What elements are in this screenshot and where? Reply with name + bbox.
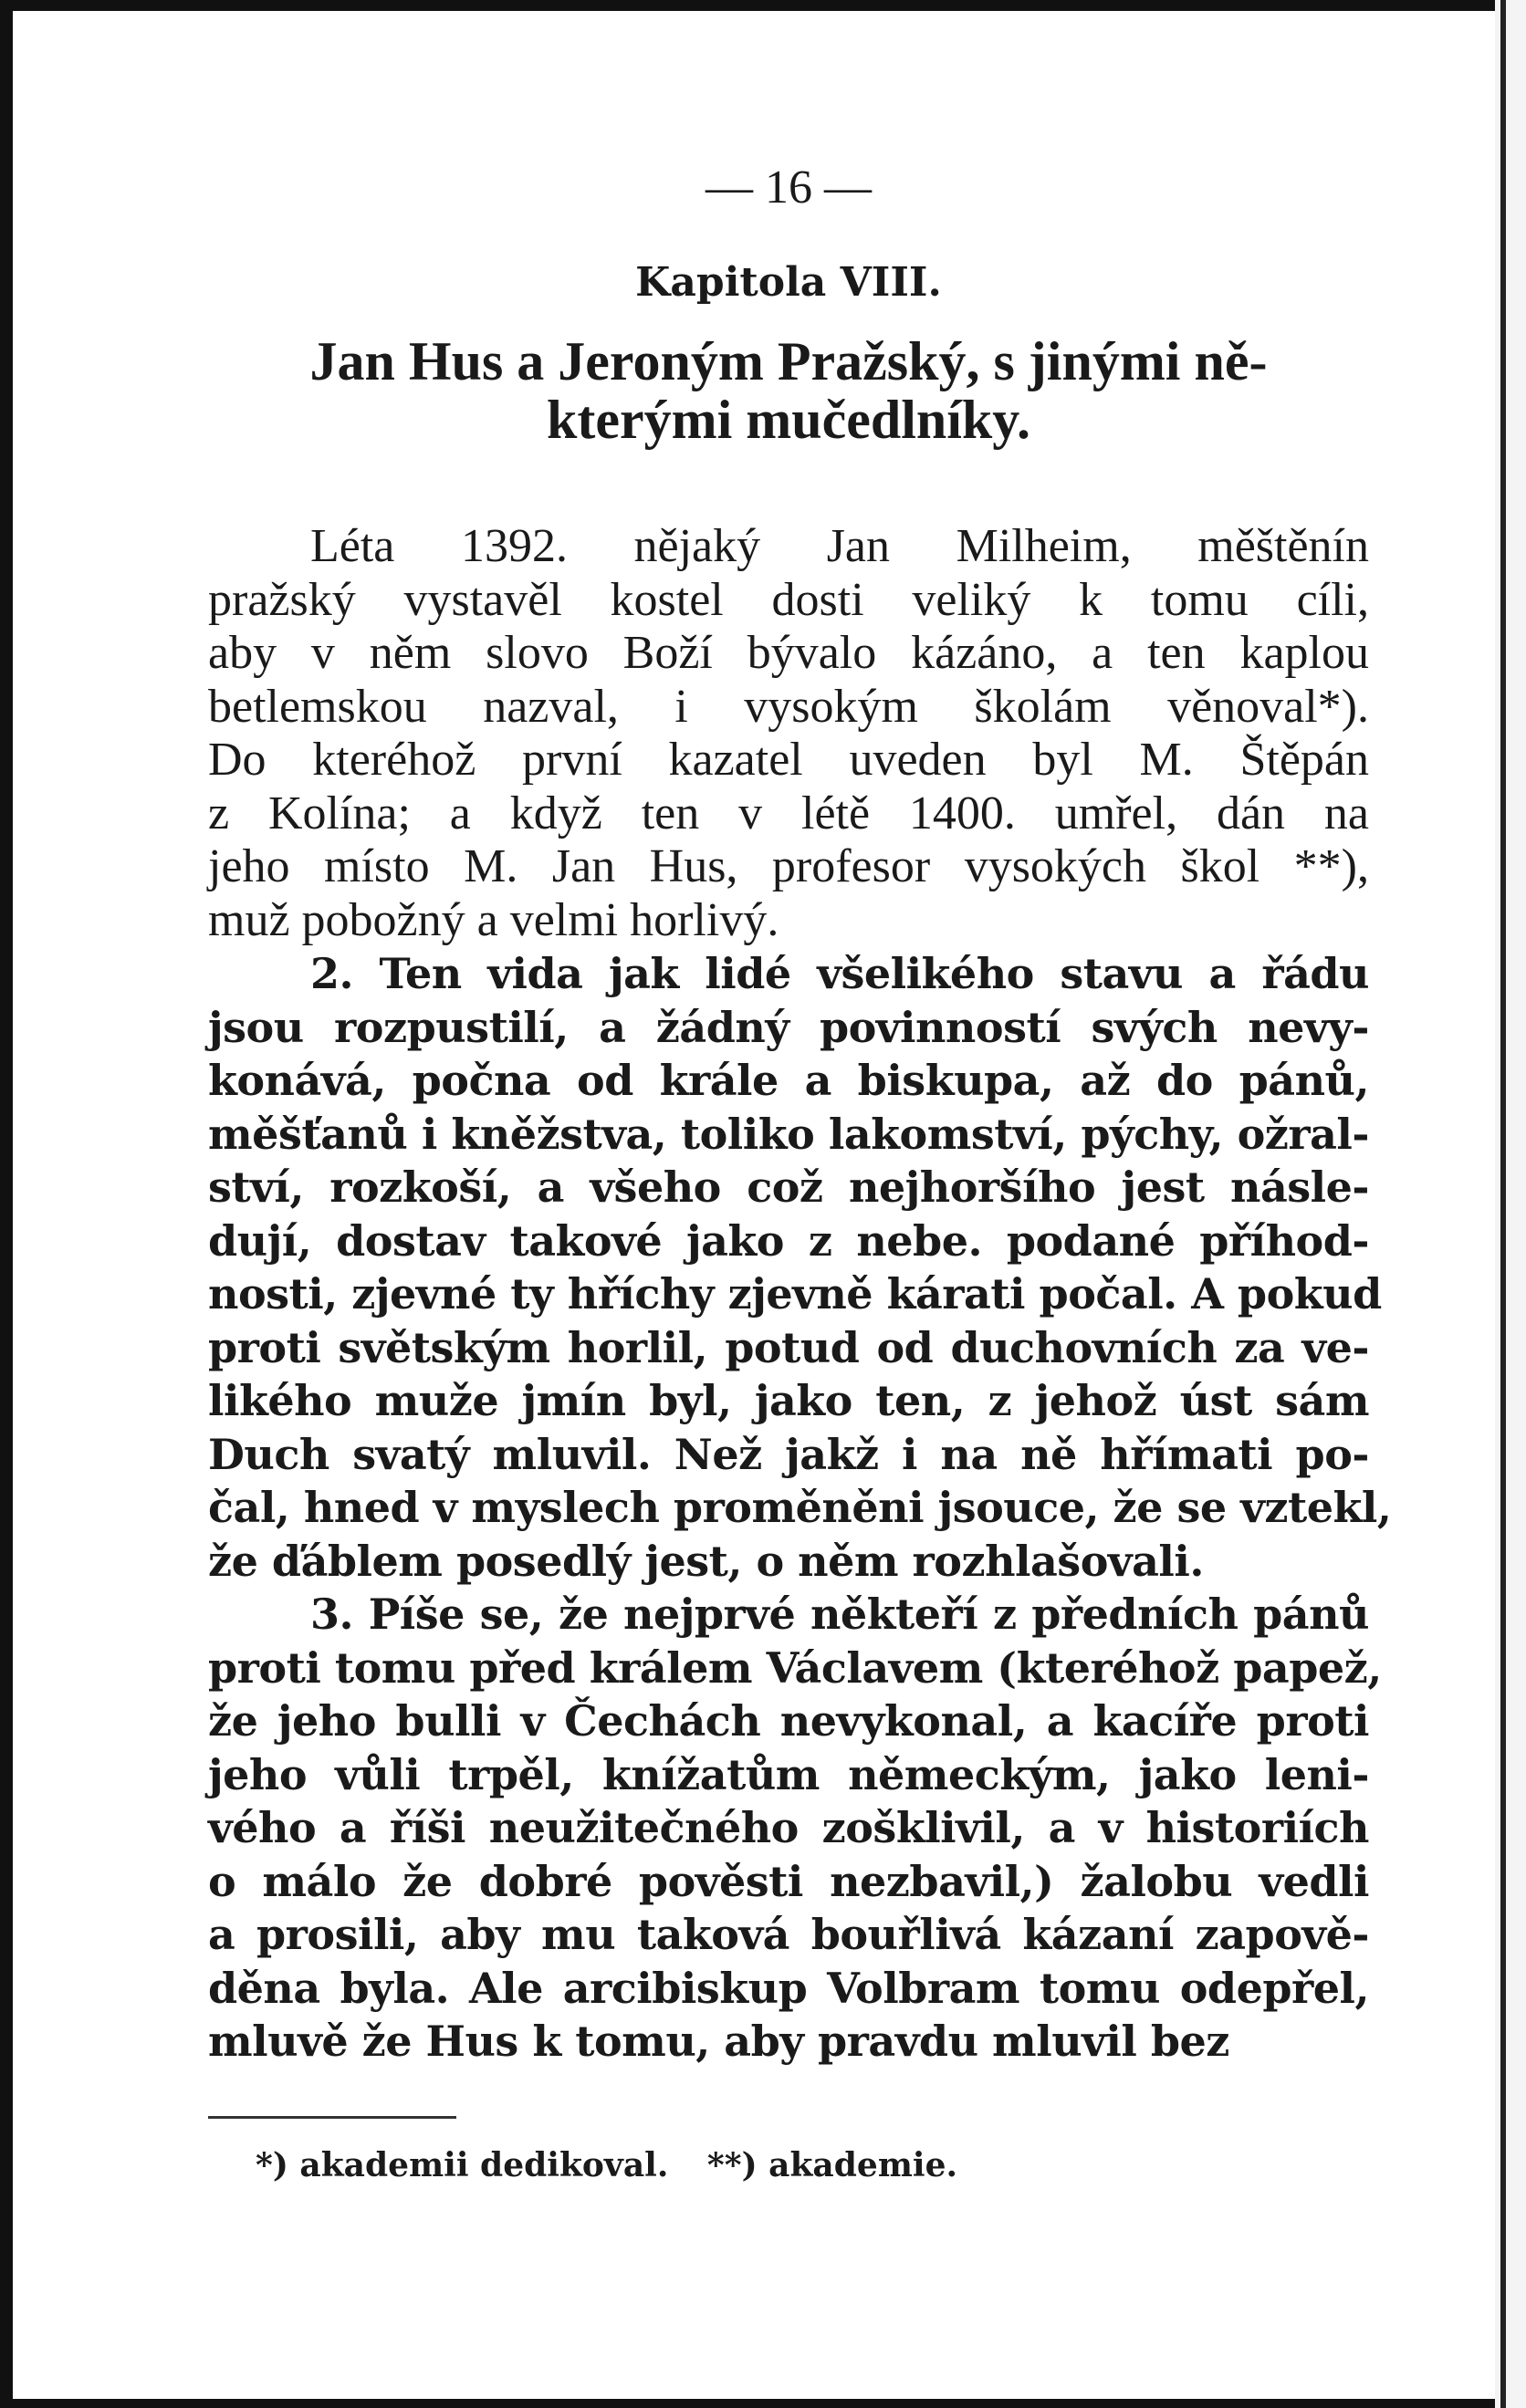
chapter-label: Kapitola VIII. (635, 259, 942, 306)
text-line: a prosili, aby mu taková bouřlivá kázaní zapově- (208, 1910, 1369, 1959)
text-line: betlemskou nazval, i vysokým školám věnoval*). (208, 680, 1369, 733)
text-line: konává, počna od krále a biskupa, až do pánů, (208, 1056, 1369, 1105)
book-page (208, 162, 1392, 2185)
text-line: o málo že dobré pověsti nezbavil,) žalobu vedli (208, 1856, 1369, 1906)
text-line: proti světským horlil, potud od duchovních za ve- (208, 1322, 1369, 1372)
text-line: Léta 1392. nějaký Jan Milheim, měštěnín (310, 520, 1369, 572)
text-line: pražský vystavěl kostel dosti veliký k tomu cíli, (208, 573, 1369, 626)
chapter-title-line: Jan Hus a Jeroným Pražský, s jinými ně- (309, 331, 1268, 391)
text-line: měšťanů i kněžstva, toliko lakomství, pýchy, ožral- (208, 1109, 1369, 1159)
footnote: *) akademii dedikoval. (256, 2145, 669, 2184)
body-text (208, 520, 1392, 2069)
text-line: jeho místo M. Jan Hus, profesor vysokých škol **), (208, 840, 1369, 892)
footnote-divider (208, 2116, 456, 2119)
text-line: vého a říši neužitečného zošklivil, a v historiích (208, 1803, 1369, 1852)
text-line: proti tomu před králem Václavem (kteréhož papež, (208, 1642, 1382, 1693)
paragraph (208, 1588, 1382, 2069)
text-line: muž pobožný a velmi horlivý. (208, 893, 779, 946)
text-line: děna byla. Ale arcibiskup Volbram tomu odepřel, (208, 1963, 1369, 2013)
chapter-title (208, 332, 1369, 449)
text-line: dují, dostav takové jako z nebe. podané příhod- (208, 1215, 1369, 1266)
paragraph (208, 947, 1392, 1588)
page-edge-line (1500, 0, 1506, 2408)
footnotes (208, 2146, 1369, 2185)
page-number: — 16 — (706, 162, 872, 214)
text-line: jeho vůli trpěl, knížatům německým, jako leni- (208, 1749, 1369, 1799)
text-line: Do kteréhož první kazatel uveden byl M. Štěpán (208, 734, 1369, 786)
text-line: že jeho bulli v Čechách nevykonal, a kacíře proti (208, 1696, 1369, 1746)
text-line: 3. Píše se, že nejprvé někteří z předních pánů (310, 1590, 1369, 1639)
text-line: likého muže jmín byl, jako ten, z jehož úst sám (208, 1376, 1369, 1425)
text-line: že ďáblem posedlý jest, o něm rozhlašovali. (208, 1536, 1204, 1586)
text-line: nosti, zjevné ty hříchy zjevně kárati počal. A pokud (208, 1269, 1382, 1319)
text-line: z Kolína; a když ten v létě 1400. umřel, dán na (208, 787, 1369, 839)
text-line: 2. Ten vida jak lidé všelikého stavu a řádu (310, 949, 1369, 998)
text-line: mluvě že Hus k tomu, aby pravdu mluvil bez (208, 2017, 1229, 2066)
text-line: Duch svatý mluvil. Než jakž i na ně hřímati po- (208, 1429, 1369, 1479)
chapter-title-line: kterými mučedlníky. (546, 390, 1030, 450)
footnote: **) akademie. (706, 2145, 958, 2184)
text-line: aby v něm slovo Boží bývalo kázáno, a ten kaplou (208, 627, 1369, 679)
text-line: ství, rozkoší, a všeho což nejhoršího jest násle- (208, 1162, 1369, 1212)
text-line: jsou rozpustilí, a žádný povinností svých nevy- (208, 1002, 1369, 1052)
text-line: čal, hned v myslech proměněni jsouce, že se vztekl, (208, 1483, 1392, 1532)
paragraph (208, 520, 1369, 947)
